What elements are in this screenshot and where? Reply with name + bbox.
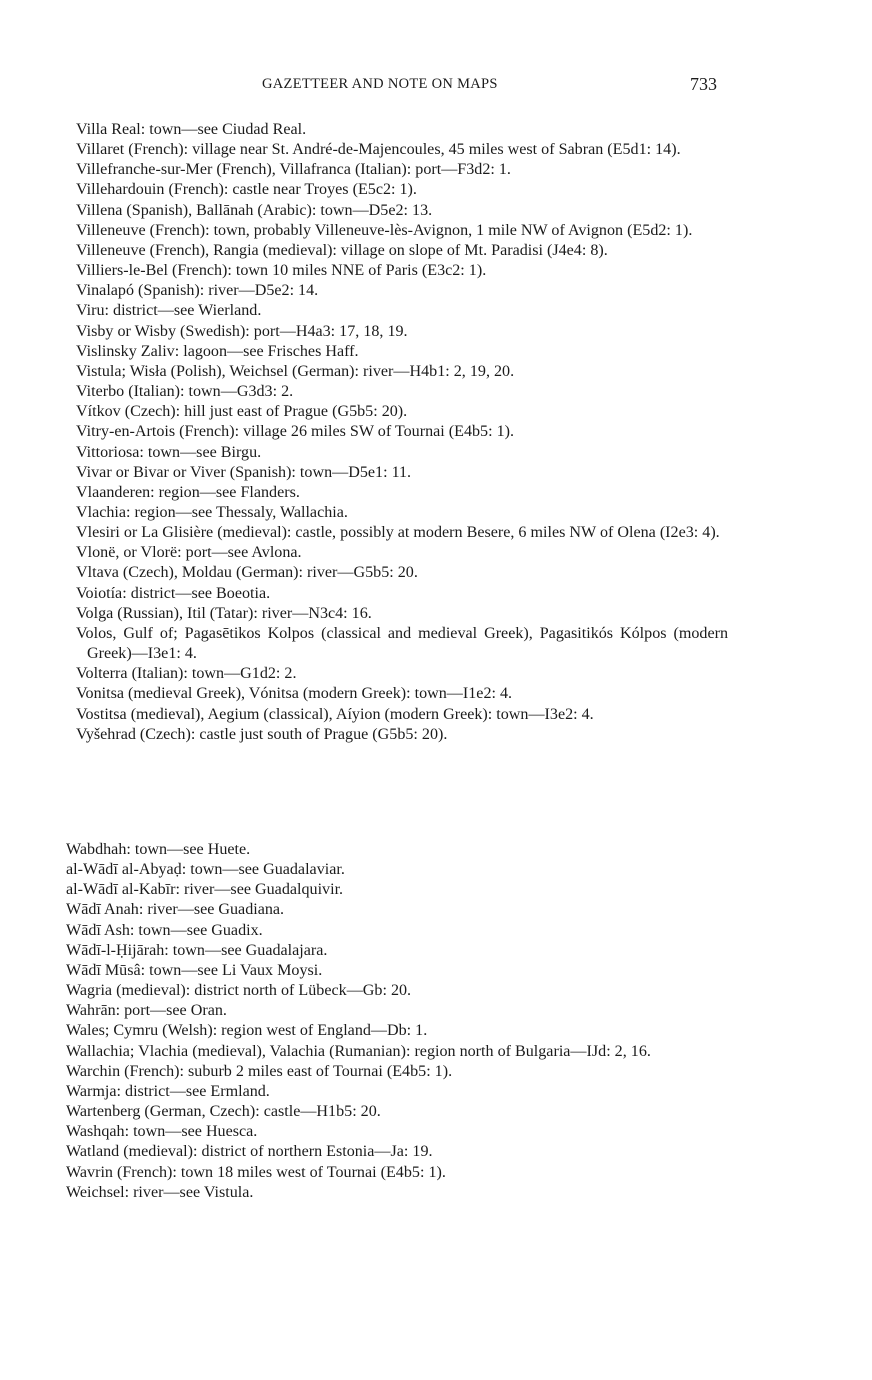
gazetteer-entry: Vinalapó (Spanish): river—D5e2: 14. — [76, 282, 319, 300]
gazetteer-entry: Viru: district—see Wierland. — [76, 302, 262, 320]
gazetteer-entry: Volterra (Italian): town—G1d2: 2. — [76, 665, 297, 683]
gazetteer-entry: Vlaanderen: region—see Flanders. — [76, 483, 300, 501]
gazetteer-entry: Warchin (French): suburb 2 miles east of Tournai (E4b5: 1). — [66, 1062, 453, 1080]
gazetteer-entry: Vyšehrad (Czech): castle just south of Prague (G5b5: 20). — [76, 725, 448, 743]
gazetteer-entry: Villeneuve (French), Rangia (medieval): village on slope of Mt. Paradisi (J4e4: 8). — [76, 241, 608, 259]
gazetteer-entry: Viterbo (Italian): town—G3d3: 2. — [76, 383, 294, 401]
gazetteer-entry: Wartenberg (German, Czech): castle—H1b5: 20. — [66, 1103, 381, 1121]
gazetteer-entry: Wādī Mūsâ: town—see Li Vaux Moysi. — [66, 961, 323, 979]
gazetteer-entry: Vislinsky Zaliv: lagoon—see Frisches Haff. — [76, 342, 359, 360]
gazetteer-entry: Volos, Gulf of; Pagasētikos Kolpos (classical and medieval Greek), Pagasitikós Kólpos (modern Greek)—I3e1: 4. — [76, 624, 728, 663]
gazetteer-section-w — [66, 840, 728, 1203]
gazetteer-entry: Vonitsa (medieval Greek), Vónitsa (modern Greek): town—I1e2: 4. — [76, 685, 513, 703]
gazetteer-entry: Vostitsa (medieval), Aegium (classical), Aíyion (modern Greek): town—I3e2: 4. — [76, 705, 594, 723]
gazetteer-entry: Vlachia: region—see Thessaly, Wallachia. — [76, 503, 348, 521]
gazetteer-entry: Wādī Ash: town—see Guadix. — [66, 921, 263, 939]
gazetteer-entry: Villeneuve (French): town, probably Villeneuve-lès-Avignon, 1 mile NW of Avignon (E5d2: 1). — [76, 221, 693, 239]
gazetteer-section-v — [76, 120, 728, 745]
gazetteer-entry: Volga (Russian), Itil (Tatar): river—N3c4: 16. — [76, 604, 372, 622]
gazetteer-entry: al-Wādī al-Abyaḍ: town—see Guadalaviar. — [66, 861, 345, 879]
gazetteer-entry: Vivar or Bivar or Viver (Spanish): town—D5e1: 11. — [76, 463, 412, 481]
gazetteer-entry: Vistula; Wisła (Polish), Weichsel (German): river—H4b1: 2, 19, 20. — [76, 362, 515, 380]
gazetteer-entry: Wādī Anah: river—see Guadiana. — [66, 901, 285, 919]
gazetteer-entry: Vlesiri or La Glisière (medieval): castle, possibly at modern Besere, 6 miles NW of Olena (I2e3: 4). — [76, 524, 720, 542]
gazetteer-entry: Villa Real: town—see Ciudad Real. — [76, 121, 307, 138]
gazetteer-entry: Vítkov (Czech): hill just east of Prague (G5b5: 20). — [76, 403, 408, 421]
gazetteer-entry: Wabdhah: town—see Huete. — [66, 841, 251, 858]
gazetteer-entry: Villehardouin (French): castle near Troyes (E5c2: 1). — [76, 181, 417, 199]
gazetteer-entry: Visby or Wisby (Swedish): port—H4a3: 17, 18, 19. — [76, 322, 408, 340]
gazetteer-entry: Weichsel: river—see Vistula. — [66, 1183, 254, 1201]
gazetteer-entry: Wavrin (French): town 18 miles west of Tournai (E4b5: 1). — [66, 1163, 446, 1181]
gazetteer-entry: Wales; Cymru (Welsh): region west of England—Db: 1. — [66, 1022, 428, 1040]
gazetteer-entry: Wallachia; Vlachia (medieval), Valachia (Rumanian): region north of Bulgaria—IJd: 2, 16. — [66, 1042, 651, 1060]
gazetteer-entry: Villaret (French): village near St. André-de-Majencoules, 45 miles west of Sabran (E5d1: 14). — [76, 141, 681, 159]
gazetteer-entry: Wagria (medieval): district north of Lübeck—Gb: 20. — [66, 982, 412, 1000]
gazetteer-entry: Washqah: town—see Huesca. — [66, 1123, 258, 1141]
gazetteer-entry: Wahrān: port—see Oran. — [66, 1002, 227, 1020]
gazetteer-entry: Vlonë, or Vlorë: port—see Avlona. — [76, 544, 302, 562]
page-number: 733 — [690, 74, 717, 94]
gazetteer-entry: Vitry-en-Artois (French): village 26 miles SW of Tournai (E4b5: 1). — [76, 423, 515, 441]
gazetteer-entry: Villefranche-sur-Mer (French), Villafranca (Italian): port—F3d2: 1. — [76, 161, 511, 179]
gazetteer-entry: Villiers-le-Bel (French): town 10 miles NNE of Paris (E3c2: 1). — [76, 262, 487, 280]
gazetteer-entry: Vittoriosa: town—see Birgu. — [76, 443, 262, 461]
gazetteer-entry: Wādī-l-Ḥijārah: town—see Guadalajara. — [66, 941, 328, 959]
gazetteer-entry: Watland (medieval): district of northern Estonia—Ja: 19. — [66, 1143, 433, 1161]
gazetteer-entry: Villena (Spanish), Ballānah (Arabic): town—D5e2: 13. — [76, 201, 433, 219]
gazetteer-entry: Vltava (Czech), Moldau (German): river—G5b5: 20. — [76, 564, 418, 582]
gazetteer-entry: al-Wādī al-Kabīr: river—see Guadalquivir. — [66, 881, 344, 899]
gazetteer-entry: Warmja: district—see Ermland. — [66, 1082, 270, 1100]
gazetteer-entry: Voiotía: district—see Boeotia. — [76, 584, 271, 602]
running-head: GAZETTEER AND NOTE ON MAPS — [262, 76, 498, 92]
